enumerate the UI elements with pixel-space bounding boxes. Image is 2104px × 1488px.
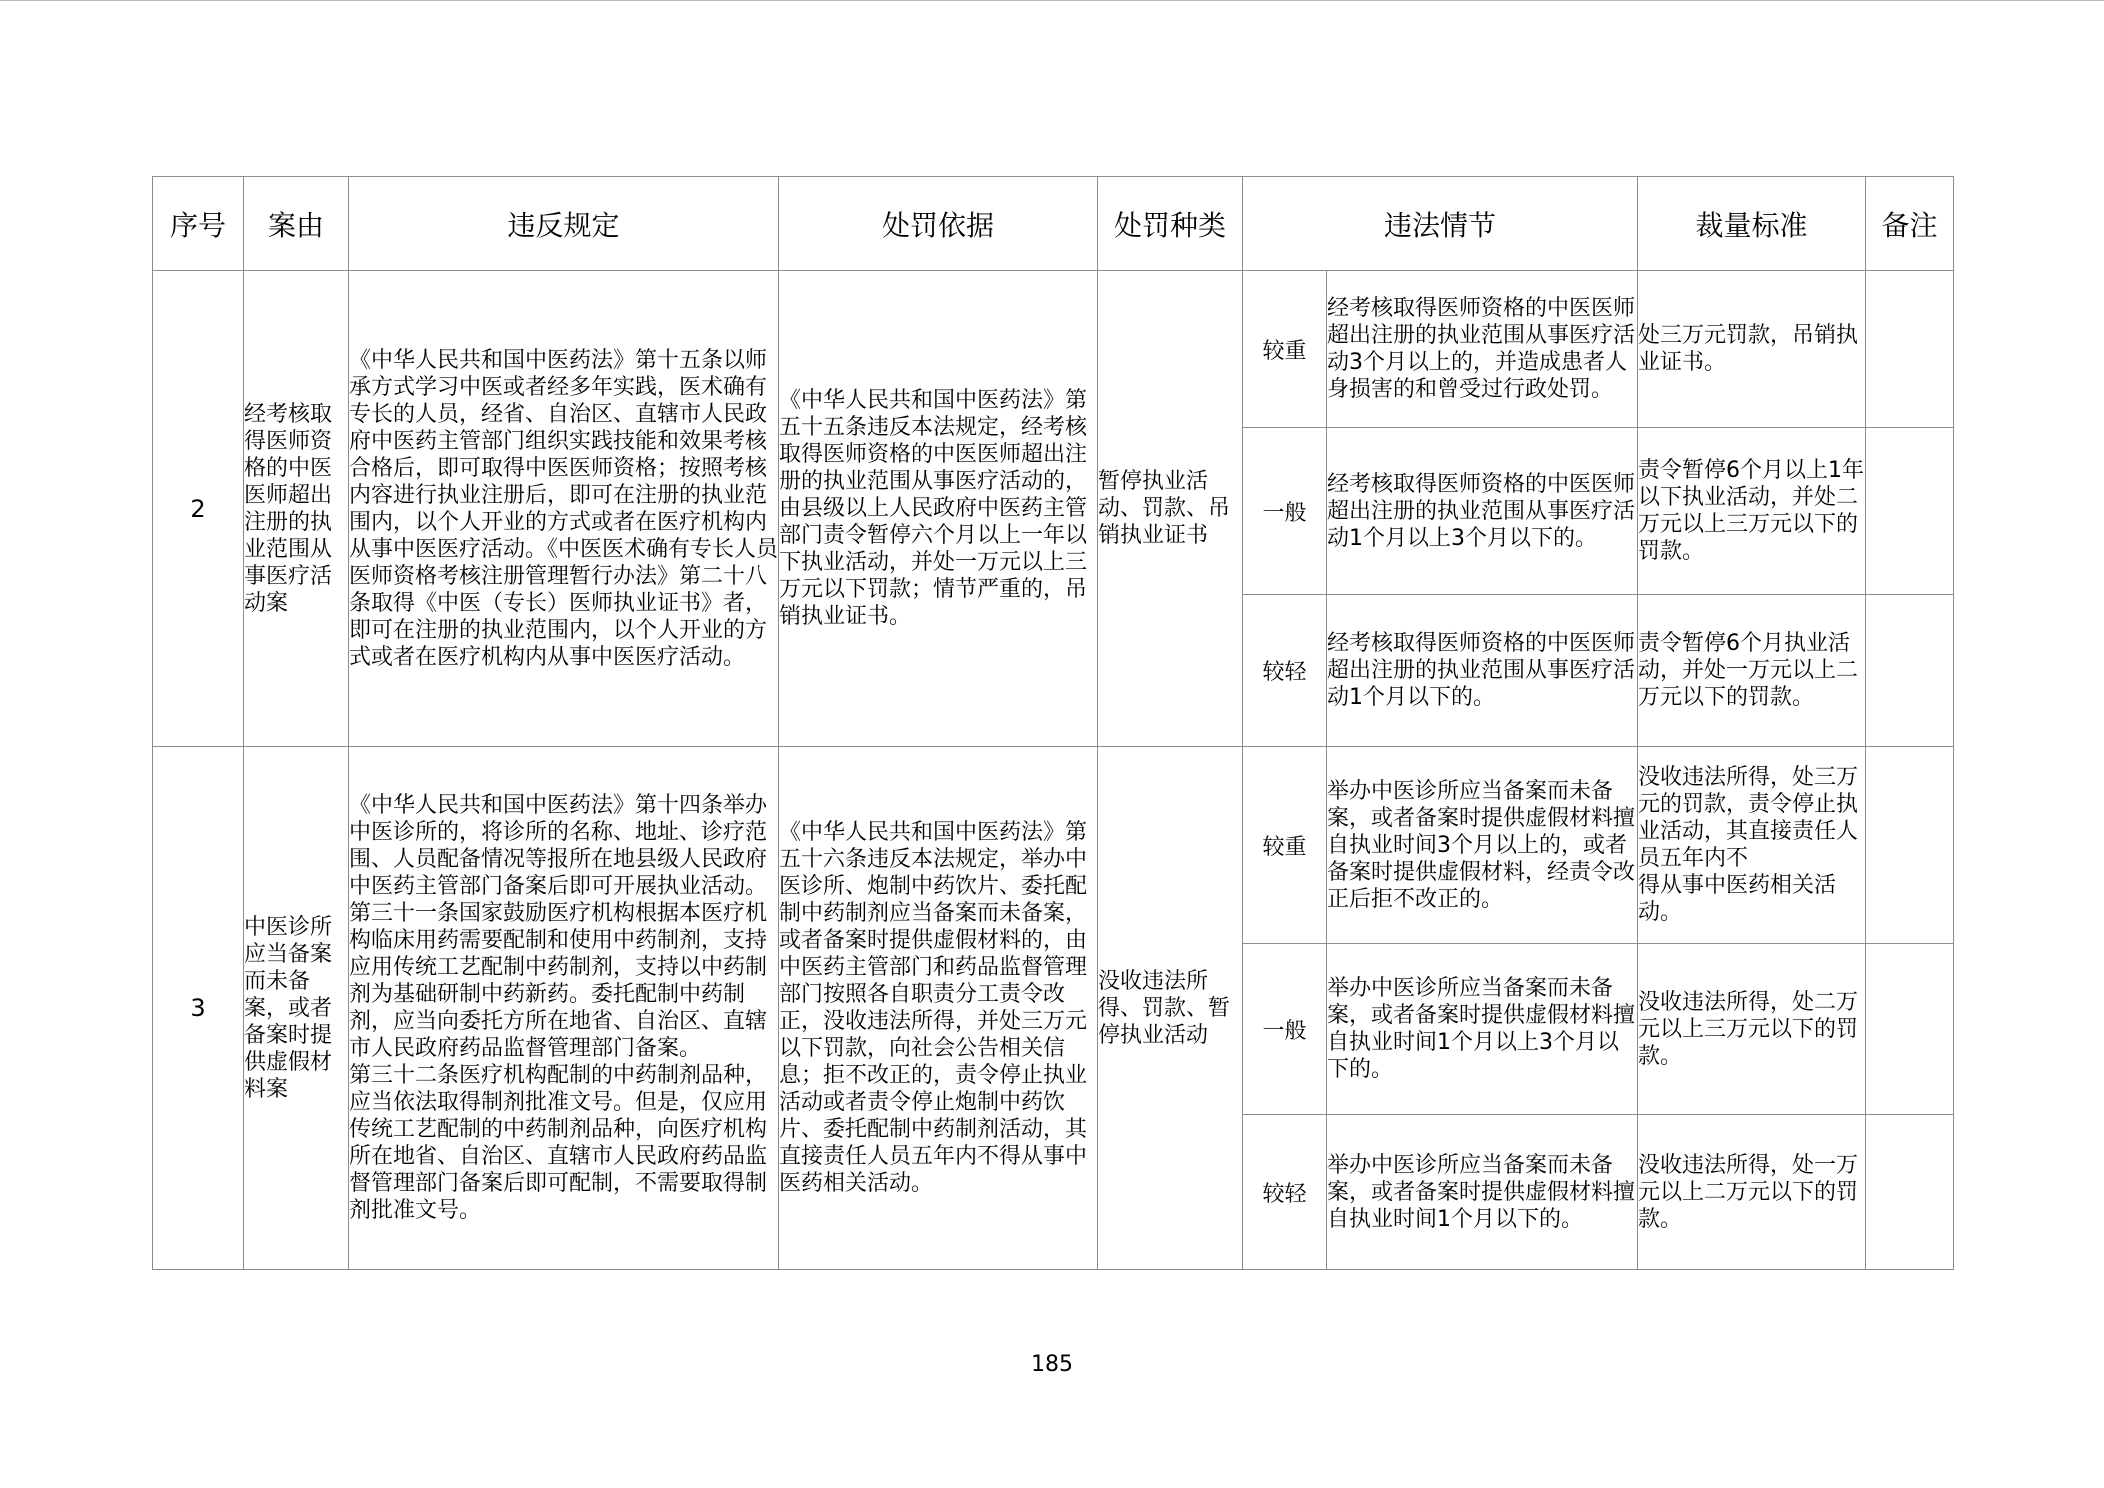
row-seq: 3 (153, 747, 244, 1270)
row-circumstance: 举办中医诊所应当备案而未备案，或者备案时提供虚假材料擅自执业时间1个月以上3个月以下的。 (1327, 944, 1638, 1115)
row-level: 较重 (1243, 747, 1327, 944)
row-remark (1866, 1115, 1954, 1270)
row-circumstance: 经考核取得医师资格的中医医师超出注册的执业范围从事医疗活动1个月以下的。 (1327, 595, 1638, 747)
row-seq: 2 (153, 271, 244, 747)
row-circumstance: 经考核取得医师资格的中医医师超出注册的执业范围从事医疗活动1个月以上3个月以下的。 (1327, 428, 1638, 595)
header-type: 处罚种类 (1098, 177, 1243, 271)
row-standard: 处三万元罚款，吊销执业证书。 (1638, 271, 1866, 428)
row-basis: 《中华人民共和国中医药法》第五十五条违反本法规定，经考核取得医师资格的中医医师超出注册的执业范围从事医疗活动的，由县级以上人民政府中医药主管部门责令暂停六个月以上一年以下执业活动，并处一万元以上三万元以下罚款；情节严重的，吊销执业证书。 (779, 271, 1098, 747)
page-number: 185 (1031, 1352, 1073, 1377)
header-remark: 备注 (1866, 177, 1954, 271)
row-standard: 责令暂停6个月以上1年以下执业活动，并处二万元以上三万元以下的罚款。 (1638, 428, 1866, 595)
row-remark (1866, 595, 1954, 747)
header-standard: 裁量标准 (1638, 177, 1866, 271)
row-circumstance: 举办中医诊所应当备案而未备案，或者备案时提供虚假材料擅自执业时间3个月以上的，或者备案时提供虚假材料，经责令改 正后拒不改正的。 (1327, 747, 1638, 944)
row-standard: 没收违法所得，处三万元的罚款，责令停止执业活动，其直接责任人员五年内不 得从事中医药相关活动。 (1638, 747, 1866, 944)
row-remark (1866, 271, 1954, 428)
row-level: 较轻 (1243, 595, 1327, 747)
row-level: 一般 (1243, 428, 1327, 595)
table-row (153, 271, 1954, 428)
row-basis: 《中华人民共和国中医药法》第五十六条违反本法规定，举办中医诊所、炮制中药饮片、委托配制中药制剂应当备案而未备案，或者备案时提供虚假材料的，由中医药主管部门和药品监督管理部门按照各自职责分工责令改正，没收违法所得，并处三万元以下罚款，向社会公告相关信息；拒不改正的，责令停止执业活动或者责令停止炮制中药饮片、委托配制中药制剂活动，其直接责任人员五年内不得从事中医药相关活动。 (779, 747, 1098, 1270)
row-penalty-type: 暂停执业活动、罚款、吊销执业证书 (1098, 271, 1243, 747)
row-level: 较重 (1243, 271, 1327, 428)
header-seq: 序号 (153, 177, 244, 271)
penalty-table (152, 176, 1954, 1270)
row-remark (1866, 944, 1954, 1115)
row-standard: 没收违法所得，处一万元以上二万元以下的罚款。 (1638, 1115, 1866, 1270)
row-penalty-type: 没收违法所得、罚款、暂停执业活动 (1098, 747, 1243, 1270)
table-row (153, 747, 1954, 944)
row-case: 中医诊所应当备案而未备案，或者备案时提供虚假材料案 (244, 747, 349, 1270)
row-standard: 责令暂停6个月执业活动，并处一万元以上二万元以下的罚款。 (1638, 595, 1866, 747)
header-basis: 处罚依据 (779, 177, 1098, 271)
row-level: 一般 (1243, 944, 1327, 1115)
row-regulation: 《中华人民共和国中医药法》第十五条以师承方式学习中医或者经多年实践，医术确有专长的人员，经省、自治区、直辖市人民政府中医药主管部门组织实践技能和效果考核合格后，即可取得中医医师资格；按照考核内容进行执业注册后，即可在注册的执业范围内，以个人开业的方式或者在医疗机构内从事中医医疗活动。《中医医术确有专长人员医师资格考核注册管理暂行办法》第二十八条取得《中医（专长）医师执业证书》者，即可在注册的执业范围内，以个人开业的方式或者在医疗机构内从事中医医疗活动。 (349, 271, 779, 747)
row-regulation: 《中华人民共和国中医药法》第十四条举办中医诊所的，将诊所的名称、地址、诊疗范围、人员配备情况等报所在地县级人民政府中医药主管部门备案后即可开展执业活动。第三十一条国家鼓励医疗机构根据本医疗机构临床用药需要配制和使用中药制剂，支持应用传统工艺配制中药制剂，支持以中药制剂为基础研制中药新药。委托配制中药制剂，应当向委托方所在地省、自治区、直辖市人民政府药品监督管理部门备案。 第三十二条医疗机构配制的中药制剂品种，应当依法取得制剂批准文号。但是，仅应用传统工艺配制的中药制剂品种，向医疗机构所在地省、自治区、直辖市人民政府药品监督管理部门备案后即可配制，不需要取得制剂批准文号。 (349, 747, 779, 1270)
row-remark (1866, 747, 1954, 944)
header-circumstance: 违法情节 (1243, 177, 1638, 271)
row-case: 经考核取得医师资格的中医医师超出注册的执业范围从事医疗活动案 (244, 271, 349, 747)
row-circumstance: 经考核取得医师资格的中医医师超出注册的执业范围从事医疗活动3个月以上的，并造成患者人身损害的和曾受过行政处罚。 (1327, 271, 1638, 428)
header-row (153, 177, 1954, 271)
page-top-border (0, 0, 2104, 1)
row-circumstance: 举办中医诊所应当备案而未备案，或者备案时提供虚假材料擅自执业时间1个月以下的。 (1327, 1115, 1638, 1270)
row-remark (1866, 428, 1954, 595)
row-standard: 没收违法所得，处二万元以上三万元以下的罚款。 (1638, 944, 1866, 1115)
header-case: 案由 (244, 177, 349, 271)
header-regulation: 违反规定 (349, 177, 779, 271)
row-level: 较轻 (1243, 1115, 1327, 1270)
